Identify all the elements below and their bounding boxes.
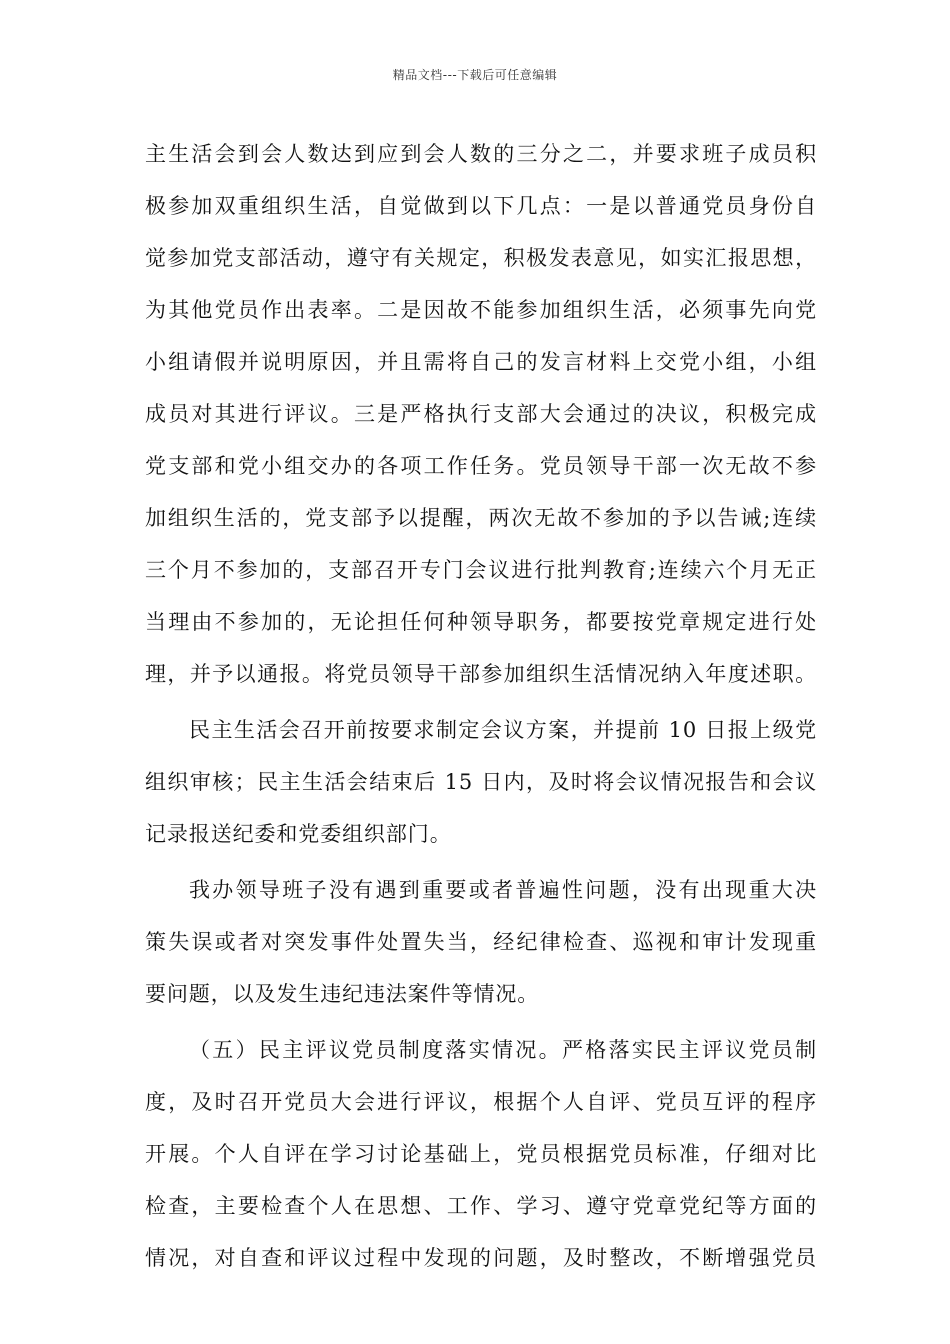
text-line: 情况，对自查和评议过程中发现的问题，及时整改，不断增强党员: [145, 1246, 817, 1270]
text-line: 策失误或者对突发事件处置失当，经纪律检查、巡视和审计发现重: [145, 930, 817, 954]
text-line: 要问题，以及发生违纪违法案件等情况。: [145, 982, 540, 1006]
text-line: 小组请假并说明原因，并且需将自己的发言材料上交党小组，小组: [145, 350, 817, 374]
text-line: 当理由不参加的，无论担任何种领导职务，都要按党章规定进行处: [145, 610, 817, 634]
text-line: 党支部和党小组交办的各项工作任务。党员领导干部一次无故不参: [145, 454, 817, 478]
text-line: 记录报送纪委和党委组织部门。: [145, 822, 452, 846]
text-line: 极参加双重组织生活，自觉做到以下几点：一是以普通党员身份自: [145, 194, 817, 218]
text-line: 为其他党员作出表率。二是因故不能参加组织生活，必须事先向党: [145, 298, 817, 322]
paragraph-continued: [145, 128, 817, 700]
text-line: 我办领导班子没有遇到重要或者普遍性问题，没有出现重大决: [189, 878, 817, 902]
text-line: 加组织生活的，党支部予以提醒，两次无故不参加的予以告诫;连续: [145, 506, 817, 530]
paragraph-no-major-issues: [145, 864, 817, 1020]
text-line: 检查，主要检查个人在思想、工作、学习、遵守党章党纪等方面的: [145, 1194, 817, 1218]
paragraph-meeting-plan: [145, 704, 817, 860]
document-body: [145, 128, 817, 1284]
text-line: 成员对其进行评议。三是严格执行支部大会通过的决议，积极完成: [145, 402, 817, 426]
text-line: （五）民主评议党员制度落实情况。严格落实民主评议党员制: [189, 1038, 817, 1062]
page-header: 精品文档---下载后可任意编辑: [392, 68, 558, 82]
text-line: 主生活会到会人数达到应到会人数的三分之二，并要求班子成员积: [145, 142, 817, 166]
text-line: 度，及时召开党员大会进行评议，根据个人自评、党员互评的程序: [145, 1090, 817, 1114]
paragraph-section-five: [145, 1024, 817, 1284]
text-line: 民主生活会召开前按要求制定会议方案，并提前 10 日报上级党: [189, 718, 817, 742]
text-line: 组织审核；民主生活会结束后 15 日内，及时将会议情况报告和会议: [145, 770, 817, 794]
text-line: 理，并予以通报。将党员领导干部参加组织生活情况纳入年度述职。: [145, 662, 817, 686]
text-line: 开展。个人自评在学习讨论基础上，党员根据党员标准，仔细对比: [145, 1142, 817, 1166]
text-line: 觉参加党支部活动，遵守有关规定，积极发表意见，如实汇报思想，: [145, 246, 817, 270]
text-line: 三个月不参加的，支部召开专门会议进行批判教育;连续六个月无正: [145, 558, 817, 582]
